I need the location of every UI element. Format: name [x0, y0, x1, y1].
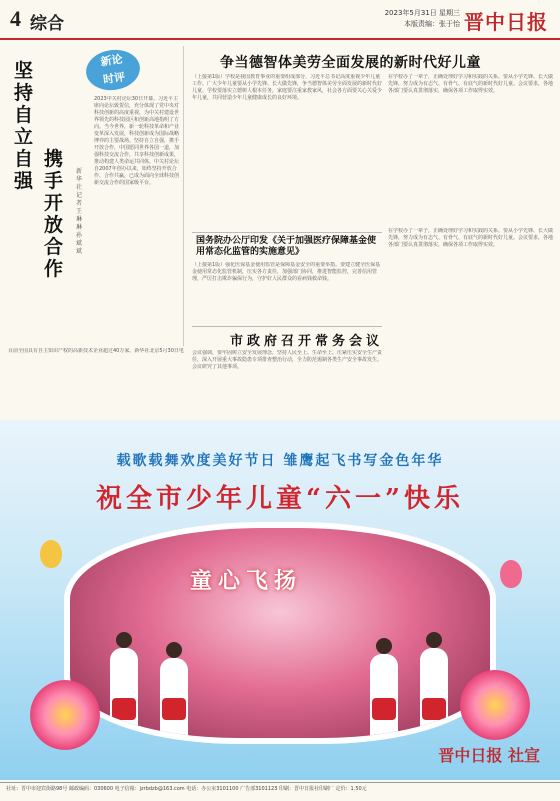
banner-title: 祝全市少年儿童“六一”快乐 — [96, 484, 464, 514]
divider — [192, 232, 382, 233]
commentary-title-2: 携手开放合作 — [44, 148, 64, 280]
commentary-title-1: 坚持自立自强 — [14, 60, 34, 192]
article-meeting-body: 会议强调，要牢固树立安全发展理念，坚持人民至上、生命至上，压紧压实安全生产责任，深入开展重大事故隐患专项排查整治行动，全力防范遏制各类生产安全事故发生。会议研究了其他事项。 — [192, 350, 382, 370]
article-right-body-2: 在学校办了一辈子，正确处理好学习和实践的关系。要从小学先锋、长大做先锋，努力成为有志气、有骨气、有底气的新时代好儿童。会议要求，各地各部门要认真贯彻落实，确保各项工作取得实效。 — [388, 228, 554, 248]
commentary-body: 2023中关村论坛30日开幕。习近平主席向论坛致贺信，充分体现了党中央对科技创新的高度重视，为中关村建设世界领先的科技园区和创新高地指明了方向。当今世界，新一轮科技革命和产业变革深入发展，科技创新成为国际战略博弈的主要战场。坚持自立自强，携手开放合作，中国愿同世界各国一道，加强科技交流合作，共享科技创新成果，推动构建人类命运共同体。中关村论坛自2007年创办以来，始终坚持开放合作、合作共赢，已成为面向全球科技创新交流合作的国家级平台。 — [94, 96, 180, 186]
headline-executive-meeting: 市政府召开常务会议 — [230, 334, 384, 349]
child-performer — [420, 648, 448, 738]
page-number: 4 — [10, 6, 21, 31]
masthead — [0, 0, 560, 40]
article-children-body: （上接第1版）学校是我国教育事业的重要组成部分，习近平总书记高度重视少年儿童工作。广大少年儿童要从小学先锋、长大做先锋，争当德智体美劳全面发展的新时代好儿童。学校要落实立德树人根本任务，家庭要注重家教家风，社会各方面要关心关爱少年儿童，共同营造少年儿童健康成长的良好环境。 — [192, 74, 382, 101]
balloon-icon — [40, 540, 62, 568]
balloon-icon — [500, 560, 522, 588]
headline-medical-insurance: 国务院办公厅印发《关于加强医疗保障基金使用常态化监管的实施意见》 — [196, 236, 377, 257]
childrens-day-banner — [0, 420, 560, 780]
children-performance-photo — [70, 528, 490, 738]
commentary-body-end: 目前全国具有自主知识产权的高新技术企业超过40万家。新华社北京5月30日电 — [8, 348, 184, 354]
column-badge: 新论 时评 — [83, 46, 142, 93]
flower-icon — [460, 670, 530, 740]
issue-date: 2023年5月31日 星期三 — [384, 9, 460, 17]
flower-icon — [30, 680, 100, 750]
child-performer — [160, 658, 188, 738]
banner-logo: 晋中日报 社宣 — [438, 746, 540, 765]
stage-sign: 童心飞扬 — [190, 569, 303, 594]
page-name: 综合 — [30, 14, 64, 34]
article-medical-body: （上接第1版）强化医保基金使用监管是保障基金安全的重要举措。要建立健全医保基金使用常态化监管机制，压实各方责任，加强部门协同，推进智能监控，完善信用管理，严厉打击欺诈骗保行为，守护好人民群众的看病钱救命钱。 — [192, 262, 381, 282]
editor-line: 本版责编：张于怡 — [404, 20, 460, 28]
commentary-byline: 新华社记者 王琳琳 孙 斌斌 — [76, 168, 83, 255]
paper-logo: 晋中日报 — [464, 10, 548, 34]
banner-subtitle: 载歌载舞欢度美好节日 雏鹰起飞书写金色年华 — [116, 453, 444, 469]
commentary-column — [8, 46, 184, 346]
child-performer — [370, 654, 398, 738]
divider — [192, 326, 382, 327]
date-block — [385, 8, 460, 30]
page-footer: 社址：晋中市迎宾街路98号 邮政编码：030600 电子信箱：jzrbdzb@163.com 电话：办公室3101100 广告部3101123 印刷：晋中日报社印刷厂 定价：1.50元 — [0, 782, 560, 801]
headline-children: 争当德智体美劳全面发展的新时代好儿童 — [220, 55, 481, 71]
child-performer — [110, 648, 138, 738]
article-right-body: 在学校办了一辈子，正确处理好学习和实践的关系。要从小学先锋、长大做先锋，努力成为有志气、有骨气、有底气的新时代好儿童。会议要求，各地各部门要认真贯彻落实，确保各项工作取得实效。 — [388, 74, 554, 94]
